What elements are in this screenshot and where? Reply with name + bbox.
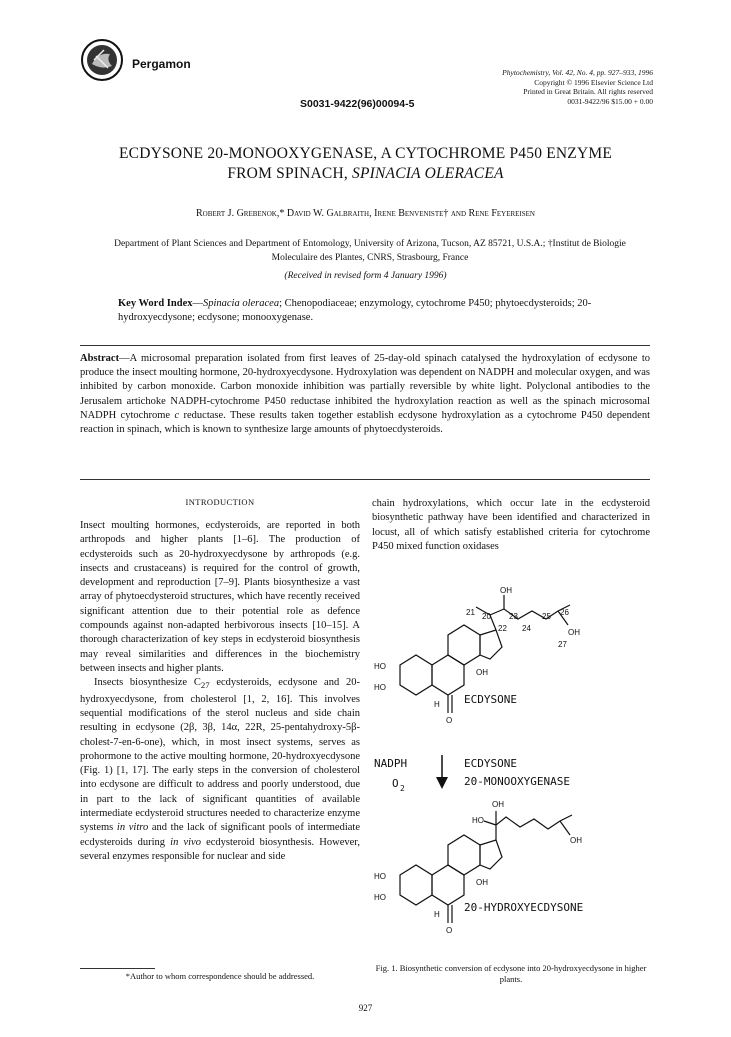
received-date: (Received in revised form 4 January 1996) — [284, 271, 447, 281]
ecdysone-label: ECDYSONE — [464, 693, 517, 706]
keywords-label: Key Word Index — [118, 298, 193, 309]
title-line-1: ECDYSONE 20-MONOOXYGENASE, A CYTOCHROME P450 ENZYME — [118, 145, 613, 162]
product-ho-20: HO — [472, 816, 484, 825]
paragraph-2 — [80, 676, 360, 864]
product-ho-1: HO — [374, 872, 386, 881]
section-heading: INTRODUCTION — [185, 497, 255, 507]
keywords-list: ; Chenopodiaceae; enzymology, cytochrome P450; phytoecdysteroids; 20-hydroxyecdysone; ecdysone; monooxygenase. — [118, 298, 592, 323]
product-oh-side: OH — [570, 836, 582, 845]
reaction-arrow — [436, 755, 448, 789]
keywords-dash: — — [192, 298, 203, 309]
left-column — [80, 519, 360, 864]
c26: 26 — [560, 608, 569, 617]
p2-italic-1: in vitro — [116, 822, 149, 834]
p2-italic-2: in vivo — [170, 836, 201, 848]
keywords-species: Spinacia oleracea — [202, 298, 280, 309]
paragraph-1: Insect moulting hormones, ecdysteroids, are reported in both arthropods and higher plants [1–6]. The production of ecdysteroids such as 20-hydroxyecdysone by arthropods (e.g. insects and crustaceans) is required for the control of growth, development and reproduction [7–9]. Plants biosynthesize a vast array of phytoecdysteroid structures, which have recently received significant attention due to their potential role as defence compounds against non-adapted herbivorous insects [10–15]. A thorough characterization of key steps in ecdysteroid biosynthesis may reveal similarities and differences in the biochemistry between insects and higher plants. — [80, 520, 360, 674]
title-line-2 — [0, 164, 731, 184]
footnote: *Author to whom correspondence should be addressed. — [125, 971, 315, 981]
title-species: SPINACIA OLERACEA — [352, 165, 504, 182]
keywords — [118, 297, 618, 325]
p2-text-b: ecdysteroids, ecdysone and 20-hydroxyecdysone, from cholesterol [1, 2, 16]. This involves sequential modifications of the sterol nucleus and side chain resulting in ecdysone (2β, 3β, 14α, 22R, 25-pentahydroxy-5β-cholest-7-en-6-one), which, in most insect systems, serves as prohormone to the active moulting hormone, 20-hydroxyecdysone (Fig. 1) [1, 17]. The early steps in the conversion of cholesterol into ecdysone are difficult to address and poorly understood, due in part to the lack of significant quantities of available intermediate ecdysteroid structures needed to characterize enzyme systems — [80, 677, 360, 834]
article-title — [0, 144, 731, 184]
c23: 23 — [509, 612, 518, 621]
copyright-line: Copyright © 1996 Elsevier Science Ltd — [534, 77, 653, 87]
p2-text-d: ecdysteroid biosynthesis. However, several enzymes responsible for nuclear and side — [80, 836, 360, 862]
footnote-rule — [80, 968, 155, 969]
c22: 22 — [498, 624, 507, 633]
c21: 21 — [466, 608, 475, 617]
printed-line: Printed in Great Britain. All rights reserved — [523, 87, 653, 96]
fig-oh-side: OH — [568, 628, 580, 637]
p2-text-a: Insects biosynthesize C — [94, 677, 201, 689]
c27: 27 — [558, 640, 567, 649]
abstract-text-end: reductase. These results taken together establish ecdysone hydroxylation as a cytochrome P450 dependent reaction in spinach, which is known to synthesize large amounts of phytoecdysteroids. — [80, 409, 650, 436]
journal-info — [502, 68, 653, 106]
page-number: 927 — [358, 1003, 373, 1013]
reagent-o2: O — [392, 777, 399, 790]
biosynthesis-scheme — [372, 575, 650, 960]
fig-ho-1: HO — [374, 662, 386, 671]
fig-h: H — [434, 700, 440, 709]
product-o: O — [446, 926, 453, 935]
product-oh-top: OH — [492, 800, 504, 809]
right-column-text: chain hydroxylations, which occur late in the ecdysteroid biosynthetic pathway have been identified and characterized in locust, all of which satisfy established criteria for cytochrome P450 mixed function oxidases — [372, 498, 650, 552]
fig-ho-2: HO — [374, 683, 386, 692]
c25: 25 — [542, 612, 551, 621]
affiliation: Department of Plant Sciences and Department of Entomology, University of Arizona, Tucson, AZ 85721, U.S.A.; †Institut de Biologie Moleculaire des Plantes, CNRS, Strasbourg, France — [114, 239, 626, 263]
fig-o: O — [446, 716, 453, 725]
enzyme-name-1: ECDYSONE — [464, 757, 517, 770]
fig-oh-14: OH — [476, 668, 488, 677]
p2-subscript: 27 — [200, 680, 210, 691]
abstract-italic-c: c — [174, 409, 180, 421]
product-oh-14: OH — [476, 878, 488, 887]
c24: 24 — [522, 624, 531, 633]
product-ho-2: HO — [374, 893, 386, 902]
reagent-o2-sub: 2 — [400, 784, 405, 793]
abstract-text: —A microsomal preparation isolated from first leaves of 25-day-old spinach catalysed the hydroxylation of ecdysone to produce the insect moulting hormone, 20-hydroxyecdysone. Hydroxylation was dependent on NADPH and molecular oxygen, and was inhibited by carbon monoxide. Carbon monoxide inhibition was partially reversible by white light. Polyclonal antibodies to the Jerusalem artichoke NADPH-cytochrome P450 reductase inhibited the hydroxylation reaction as well as the spinach microsomal NADPH cytochrome — [80, 353, 650, 421]
publisher-name: Pergamon — [132, 57, 191, 71]
p2-text-c: and the lack of significant pools of intermediate ecdysteroids during — [80, 822, 360, 848]
enzyme-name-2: 20-MONOOXYGENASE — [464, 775, 570, 788]
product-label: 20-HYDROXYECDYSONE — [464, 901, 584, 914]
abstract — [80, 352, 650, 437]
abstract-top-rule — [80, 345, 650, 346]
c20: 20 — [482, 612, 491, 621]
product-h: H — [434, 910, 440, 919]
reagent-nadph: NADPH — [374, 757, 408, 770]
journal-citation: Phytochemistry, Vol. 42, No. 4, pp. 927–933, 1996 — [502, 68, 653, 77]
publisher-logo — [80, 38, 124, 82]
abstract-bottom-rule — [80, 479, 650, 480]
price-line: 0031-9422/96 $15.00 + 0.00 — [567, 96, 653, 106]
abstract-label: Abstract — [80, 353, 120, 364]
author-list: Robert J. Grebenok,* David W. Galbraith, Irene Benveniste† and Rene Feyereisen — [195, 208, 535, 219]
title-line-2-plain: FROM SPINACH, — [227, 165, 353, 182]
doi: S0031-9422(96)00094-5 — [300, 98, 415, 110]
fig-oh-top: OH — [500, 586, 512, 595]
figure-caption: Fig. 1. Biosynthetic conversion of ecdysone into 20-hydroxyecdysone in higher plants. — [375, 963, 647, 984]
